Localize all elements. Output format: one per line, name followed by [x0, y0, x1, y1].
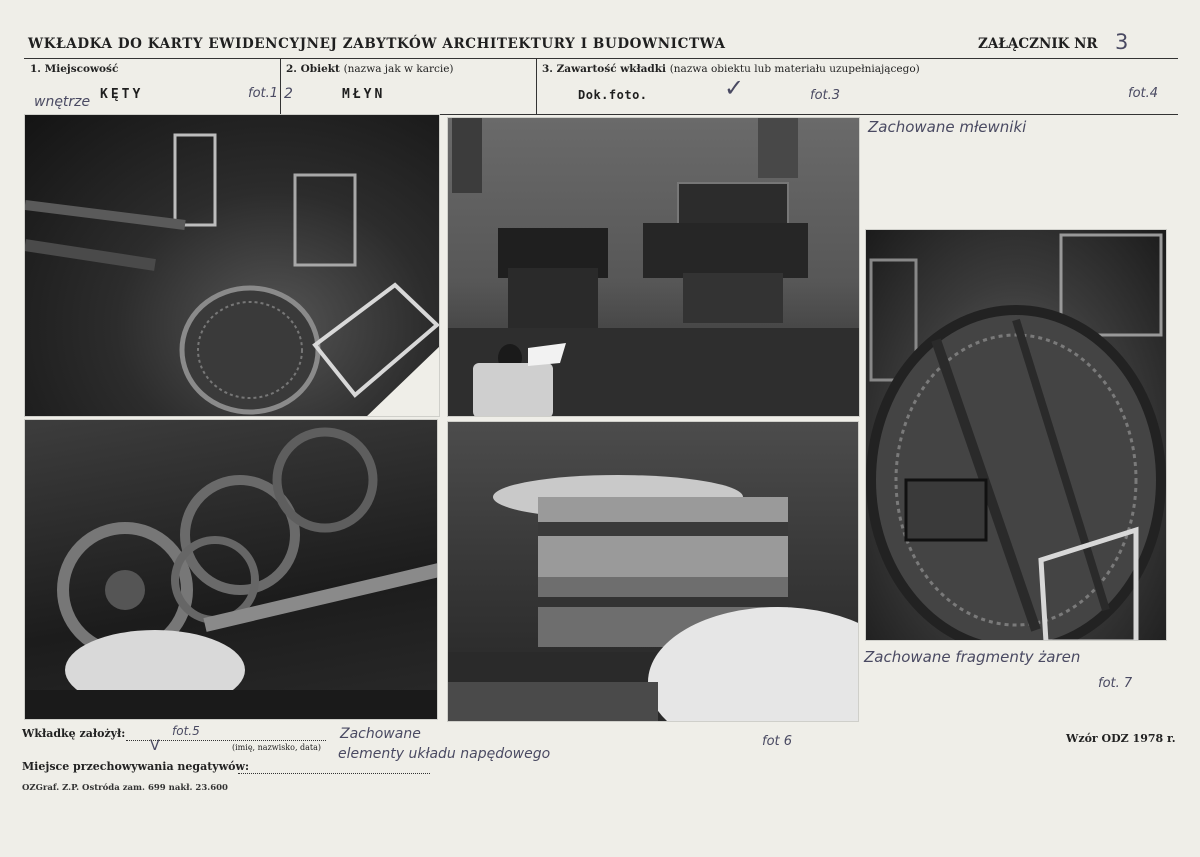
- contents-value: Dok.foto.: [578, 88, 648, 102]
- field-divider-1: [280, 58, 281, 114]
- printer-footer: OZGraf. Z.P. Ostróda zam. 699 nakł. 23.600: [22, 783, 228, 793]
- caption-preserved-millstones: Zachowane fragmenty żaren: [864, 648, 1081, 666]
- locality-label: 1. Miejscowość: [30, 63, 119, 75]
- photo-millstone-fragment: [865, 229, 1167, 641]
- caption-fot6: fot 6: [762, 734, 793, 749]
- founded-by-sub: (imię, nazwisko, data): [232, 743, 322, 752]
- object-label-text: 2. Obiekt: [286, 63, 340, 75]
- caption-drive-line1: Zachowane: [340, 726, 421, 742]
- field-divider-2: [536, 58, 537, 114]
- locality-value: KĘTY: [100, 87, 144, 102]
- negatives-label: Miejsce przechowywania negatywów:: [22, 760, 250, 773]
- photo-drive-wheels-art: [25, 420, 438, 720]
- object-hand-fot: 2: [284, 86, 293, 102]
- founded-by-label: Wkładkę założył:: [22, 727, 126, 740]
- caption-preserved-rollers: Zachowane młewniki: [868, 118, 1027, 136]
- contents-label-note: (nazwa obiektu lub materiału uzupełniającego): [669, 63, 920, 75]
- locality-hand-fot: fot.1: [248, 86, 279, 101]
- negatives-line: [238, 773, 430, 774]
- annex-number: 3: [1115, 30, 1129, 54]
- header-rule: [24, 58, 1178, 59]
- annex-label: ZAŁĄCZNIK NR: [978, 36, 1098, 52]
- founded-by-line: [126, 740, 326, 741]
- photo-millstones: [447, 421, 859, 722]
- pattern-label: Wzór ODZ 1978 r.: [1066, 732, 1176, 745]
- caption-check-small: V: [150, 738, 160, 754]
- object-label-note: (nazwa jak w karcie): [343, 63, 454, 75]
- contents-hand-fot3: fot.3: [810, 88, 841, 103]
- photo-drive-wheels: [24, 419, 438, 720]
- locality-hand-note: wnętrze: [34, 94, 91, 110]
- photo-roller-mills-art: [448, 118, 860, 417]
- caption-drive-line2: elementy układu napędowego: [338, 746, 551, 762]
- object-value: MŁYN: [342, 87, 386, 102]
- contents-hand-fot4: fot.4: [1128, 86, 1159, 101]
- caption-fot7: fot. 7: [1098, 676, 1133, 691]
- contents-label-text: 3. Zawartość wkładki: [542, 63, 667, 75]
- photo-interior-ruins: [24, 114, 440, 417]
- caption-fot5: fot.5: [172, 724, 200, 738]
- photo-millstone-fragment-art: [866, 230, 1167, 641]
- photo-interior-ruins-art: [25, 115, 440, 417]
- header-title: WKŁADKA DO KARTY EWIDENCYJNEJ ZABYTKÓW ARCHITEKTURY I BUDOWNICTWA: [28, 36, 726, 52]
- object-label: [286, 63, 454, 75]
- photo-roller-mills: [447, 117, 860, 417]
- photo-millstones-art: [448, 422, 859, 722]
- check-mark: ✓: [724, 74, 745, 102]
